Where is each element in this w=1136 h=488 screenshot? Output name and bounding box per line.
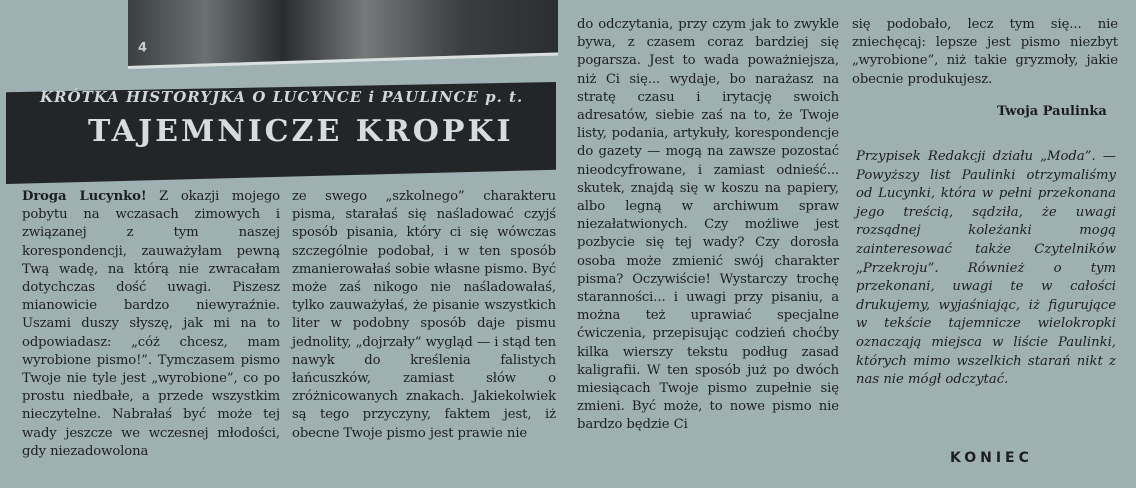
text-column-2 (292, 188, 556, 443)
text-column-4 (852, 16, 1118, 89)
end-marker: KONIEC (950, 450, 1033, 466)
article-title: TAJEMNICZE KROPKI (88, 114, 514, 149)
editor-note: Przypisek Redakcji działu „Moda”. — Powyższy list Paulinki otrzymaliśmy od Lucynki, która w pełni przekonana jego treścią, sądziła, że uwagi rozsądnej koleżanki mogą zainteresować także Czytelników „Przekroju”. Również o tym przekonani, uwagi te w całości drukujemy, wyjaśniając, iż figurujące w tekście tajemnicze wielokropki oznaczają miejsca w liście Paulinki, których mimo wszelkich starań nikt z nas nie mógł odczytać. (856, 149, 1116, 388)
letter-signature: Twoja Paulinka (997, 104, 1107, 119)
article-kicker: KRÓTKA HISTORYJKA O LUCYNCE i PAULINCE p. t. (40, 88, 524, 106)
letter-greeting: Droga Lucynko! (22, 189, 147, 204)
text-column-3 (577, 16, 839, 435)
column-4-text: się podobało, lecz tym się... nie zniechęcaj: lepsze jest pismo niezbyt „wyrobione”, niż takie gryzmoły, jakie obecnie produkujesz. (852, 17, 1118, 87)
column-3-text: do odczytania, przy czym jak to zwykle bywa, z czasem coraz bardziej się pogarsza. Jest to wada poważniejsza, niż Ci się... wydaje, bo narażasz na stratę czasu i irytację swoich adresatów, siebie zaś na to, że Twoje listy, podania, artykuły, korespondencje do gazety — mogą na zawsze pozostać nieodcyfrowane, i zamiast odnieść... skutek, znajdą się w koszu na papiery, albo legną w archiwum spraw niezałatwionych. Czy możliwe jest pozbycie się tej wady? Czy dorosła osoba może zmienić swój charakter pisma? Oczywiście! Wystarczy trochę staranności... i uwagi przy pisaniu, a można też uprawiać specjalne ćwiczenia, przepisując codzień choćby kilka wierszy tekstu podług zasad kaligrafii. W ten sposób już po dwóch miesiącach Twoje pismo zupełnie się zmieni. Być może, to nowe pismo nie bardzo będzie Ci (577, 17, 839, 433)
text-column-1 (22, 188, 280, 461)
column-1-text: Z okazji mojego pobytu na wczasach zimowych i związanej z tym naszej korespondencji, zauważyłam pewną Twą wadę, na którą nie zwracałam dotychczas dość uwagi. Piszesz mianowicie bardzo niewyraźnie. Uszami duszy słyszę, jak mi na to odpowiadasz: „cóż chcesz, mam wyrobione pismo!”. Tymczasem pismo Twoje nie tyle jest „wyrobione”, co po prostu niedbałe, a przede wszystkim nieczytelne. Nabrałaś być może tej wady jeszcze we wczesnej młodości, gdy niezadowolona (22, 189, 281, 459)
article-photo (128, 0, 558, 69)
photo-corner-mark: 4 (138, 40, 148, 56)
column-2-text: ze swego „szkolnego” charakteru pisma, starałaś się naśladować czyjś sposób pisania, który ci się wówczas szczególnie podobał, i w ten sposób zmanierowałaś sobie własne pismo. Być może zaś nikogo nie naśladowałaś, tylko zauważyłaś, że pisanie wszystkich liter w podobny sposób daje pismu jednolity, „dojrzały” wygląd — i stąd ten nawyk do kreślenia falistych łańcuszków, zamiast słów o zróżnicowanych znakach. Jakiekolwiek są tego przyczyny, faktem jest, iż obecne Twoje pismo jest prawie nie (292, 189, 556, 441)
